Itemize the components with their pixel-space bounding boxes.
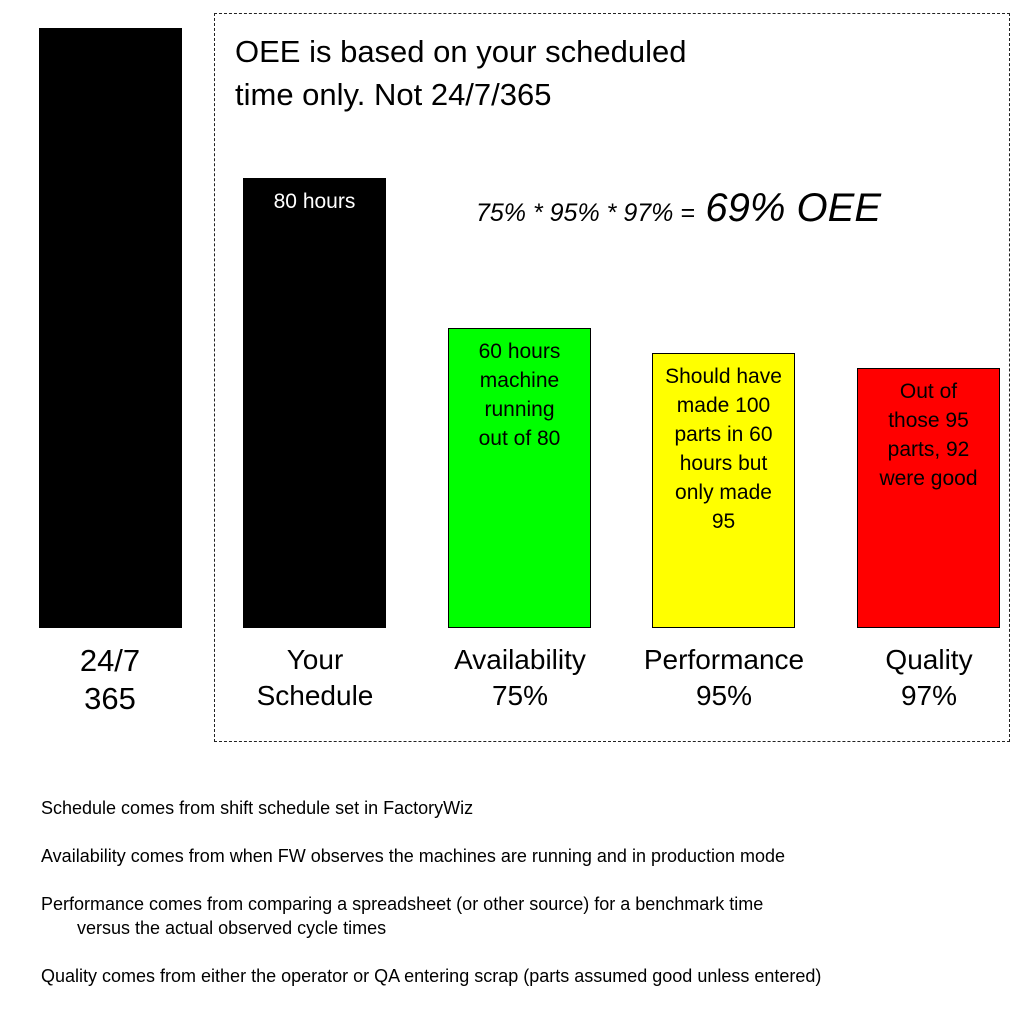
frame-title-line2: time only. Not 24/7/365 <box>235 77 552 112</box>
label-availability-line1: Availability <box>454 644 586 675</box>
note-schedule: Schedule comes from shift schedule set in FactoryWiz <box>41 798 474 818</box>
label-quality <box>829 642 1024 714</box>
label-performance-line1: Performance <box>643 644 805 675</box>
oee-formula <box>476 186 1006 231</box>
label-availability-line2: 75% <box>491 680 549 711</box>
label-24-7-365-line2: 365 <box>84 681 136 716</box>
frame-title <box>235 30 795 116</box>
bar-4-text-line-2: parts, 92 <box>887 438 970 461</box>
label-24-7-365-line1: 24/7 <box>79 643 141 678</box>
note-performance-line2: versus the actual observed cycle times <box>77 918 387 938</box>
bar-2-text-line-2: running <box>484 398 555 421</box>
bar-4-text-line-1: those 95 <box>888 409 969 432</box>
label-quality-line1: Quality <box>885 644 973 675</box>
label-quality-line2: 97% <box>900 680 958 711</box>
bar-performance <box>652 353 795 628</box>
bar-2-text-line-1: machine <box>479 369 560 392</box>
bar-3-text-line-2: parts in 60 <box>674 423 773 446</box>
note-quality: Quality comes from either the operator or QA entering scrap (parts assumed good unless entered) <box>41 966 822 986</box>
label-24-7-365 <box>10 642 210 718</box>
label-availability <box>420 642 620 714</box>
bar-3-text-line-0: Should have <box>665 365 782 388</box>
formula-result: 69% OEE <box>705 186 882 230</box>
bar-24-7-365 <box>39 28 182 628</box>
label-your-schedule-line2: Schedule <box>256 680 374 711</box>
label-your-schedule <box>215 642 415 714</box>
bar-2-text-line-0: 60 hours <box>478 340 561 363</box>
bar-availability <box>448 328 591 628</box>
note-availability: Availability comes from when FW observes the machines are running and in production mode <box>41 846 786 866</box>
note-performance <box>41 892 1001 940</box>
label-performance <box>624 642 824 714</box>
label-performance-line2: 95% <box>695 680 753 711</box>
label-your-schedule-line1: Your <box>286 644 344 675</box>
formula-expression: 75% * 95% * 97% = <box>476 199 695 227</box>
frame-title-line1: OEE is based on your scheduled <box>235 34 687 69</box>
bar-3-text-line-3: hours but <box>679 452 768 475</box>
note-performance-line1: Performance comes from comparing a spreadsheet (or other source) for a benchmark time <box>41 894 764 914</box>
bar-3-text-line-1: made 100 <box>676 394 771 417</box>
bar-3-text-line-5: 95 <box>711 510 736 533</box>
bar-4-text-line-3: were good <box>879 467 978 490</box>
bar-quality <box>857 368 1000 628</box>
bar-your-schedule <box>243 178 386 628</box>
bar-4-text-line-0: Out of <box>899 380 958 403</box>
bar-3-text-line-4: only made <box>675 481 772 504</box>
bar-2-text-line-3: out of 80 <box>478 427 561 450</box>
bar-1-text-line-0: 80 hours <box>273 190 356 213</box>
